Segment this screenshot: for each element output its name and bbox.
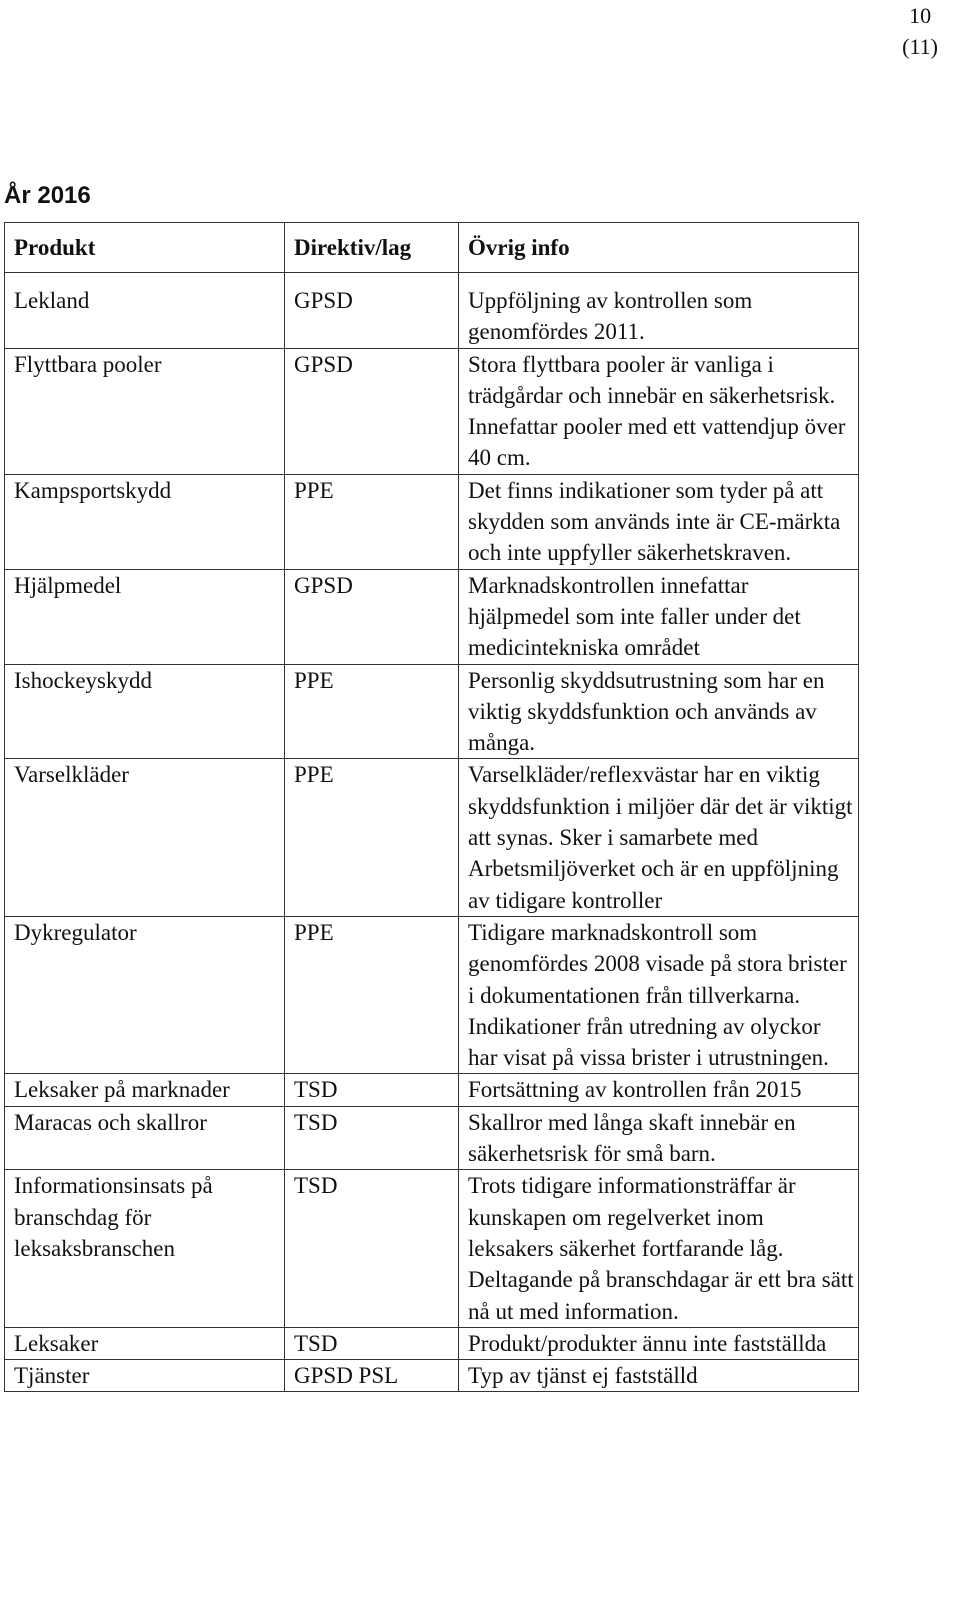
table-row [5,1170,859,1327]
cell-info: Marknadskontrollen innefattar hjälpmedel som inte faller under det medicintekniska området [459,569,859,664]
year-heading: År 2016 [4,182,91,209]
cell-product: Lekland [5,273,285,349]
table-row [5,1074,859,1106]
table-row [5,474,859,569]
header-product: Produkt [5,223,285,273]
header-directive: Direktiv/lag [285,223,459,273]
cell-directive: TSD [285,1170,459,1327]
cell-info: Produkt/produkter ännu inte fastställda [459,1327,859,1359]
table-row [5,569,859,664]
table-row [5,1360,859,1392]
cell-product: Leksaker [5,1327,285,1359]
cell-info: Trots tidigare informationsträffar är kunskapen om regelverket inom leksakers säkerhet fortfarande låg. Deltagande på branschdagar är ett bra sätt nå ut med information. [459,1170,859,1327]
cell-info: Stora flyttbara pooler är vanliga i trädgårdar och innebär en säkerhetsrisk. Innefattar pooler med ett vattendjup över 40 cm. [459,348,859,474]
cell-info: Personlig skyddsutrustning som har en viktig skyddsfunktion och används av många. [459,664,859,759]
header-info: Övrig info [459,223,859,273]
table-row [5,273,859,349]
cell-product: Kampsportskydd [5,474,285,569]
cell-info: Typ av tjänst ej fastställd [459,1360,859,1392]
table-row [5,916,859,1073]
cell-info: Fortsättning av kontrollen från 2015 [459,1074,859,1106]
cell-directive: GPSD PSL [285,1360,459,1392]
market-control-table [4,222,859,1392]
cell-directive: TSD [285,1327,459,1359]
cell-directive: GPSD [285,569,459,664]
cell-info: Skallror med långa skaft innebär en säkerhetsrisk för små barn. [459,1106,859,1170]
cell-product: Dykregulator [5,916,285,1073]
cell-info: Uppföljning av kontrollen som genomfördes 2011. [459,273,859,349]
page-number-current: 10 [909,3,932,28]
cell-directive: GPSD [285,273,459,349]
cell-product: Varselkläder [5,759,285,916]
cell-directive: PPE [285,664,459,759]
table-row [5,759,859,916]
cell-product: Tjänster [5,1360,285,1392]
cell-directive: PPE [285,916,459,1073]
table-row [5,1106,859,1170]
cell-info: Varselkläder/reflexvästar har en viktig skyddsfunktion i miljöer där det är viktigt att synas. Sker i samarbete med Arbetsmiljöverket och är en uppföljning av tidigare kontroller [459,759,859,916]
cell-product: Flyttbara pooler [5,348,285,474]
cell-product: Hjälpmedel [5,569,285,664]
page-number [902,0,938,62]
cell-product: Ishockeyskydd [5,664,285,759]
cell-info: Tidigare marknadskontroll som genomfördes 2008 visade på stora brister i dokumentationen från tillverkarna. Indikationer från utredning av olyckor har visat på vissa brister i utrustningen. [459,916,859,1073]
table-row [5,1327,859,1359]
cell-product: Leksaker på marknader [5,1074,285,1106]
table-header-row [5,223,859,273]
cell-info: Det finns indikationer som tyder på att skydden som används inte är CE-märkta och inte uppfyller säkerhetskraven. [459,474,859,569]
cell-product: Informationsinsats på branschdag för leksaksbranschen [5,1170,285,1327]
cell-product: Maracas och skallror [5,1106,285,1170]
table-row [5,664,859,759]
cell-directive: PPE [285,474,459,569]
cell-directive: GPSD [285,348,459,474]
cell-directive: TSD [285,1074,459,1106]
cell-directive: PPE [285,759,459,916]
table-row [5,348,859,474]
cell-directive: TSD [285,1106,459,1170]
page-number-total: (11) [902,34,938,59]
